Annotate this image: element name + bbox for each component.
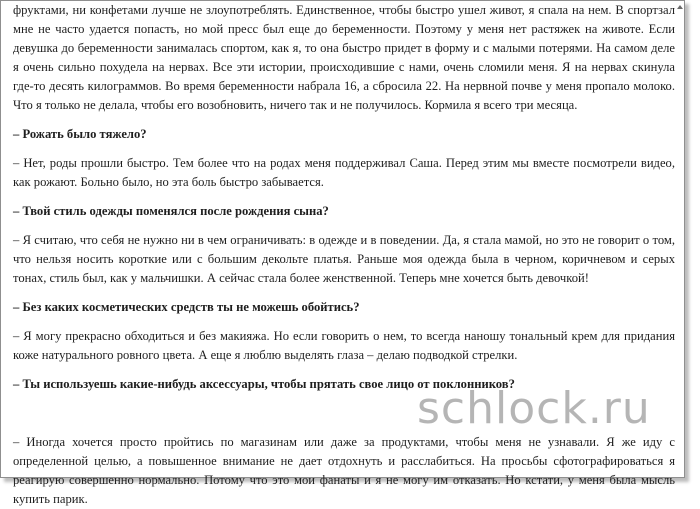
question-3: – Без каких косметических средств ты не можешь обойтись?: [13, 300, 360, 314]
answer-2: – Я считаю, что себя не нужно ни в чем ограничивать: в одежде и в поведении. Да, я стала мамой, но это не говорит о том, что нельзя носить короткие или с большим декольте платья. Раньше моя одежда была в черном, коричневом и серых тонах, стиль был, как у мальчишки. А сейчас стала более женственной. Теперь мне хочется быть девочкой!: [13, 233, 675, 285]
article-body: [13, 1, 675, 509]
watermark: schlock.ru: [417, 383, 651, 434]
question-4: – Ты используешь какие-нибудь аксессуары, чтобы прятать свое лицо от поклонников?: [13, 377, 515, 391]
answer-3: – Я могу прекрасно обходиться и без макияжа. Но если говорить о нем, то всегда наношу тональный крем для придания коже натурального ровного цвета. А еще я люблю выделять глаза – делаю подводкой стрелки.: [13, 329, 675, 362]
answer-1: – Нет, роды прошли быстро. Тем более что на родах меня поддерживал Саша. Перед этим мы вместе посмотрели видео, как рожают. Больно было, но эта боль быстро забывается.: [13, 156, 675, 189]
paragraph-intro: фруктами, ни конфетами лучше не злоупотреблять. Единственное, чтобы быстро ушел живот, я спала на нем. В спортзал мне не часто удается попасть, но мой пресс был еще до беременности. Поэтому у меня нет растяжек на животе. Если девушка до беременности занималась спортом, как я, то она быстро придет в форму и с малыми потерями. На самом деле я очень сильно похудела на нервах. Все эти истории, происходившие с нами, очень сломили меня. Я на нервах скинула где-то десять килограммов. Во время беременности набрала 16, а сбросила 22. На нервной почве у меня пропало молоко. Что я только не делала, чтобы его возобновить, ничего так и не получилось. Кормила я всего три месяца.: [13, 3, 675, 112]
question-1: – Рожать было тяжело?: [13, 127, 147, 141]
scrollbar[interactable]: [678, 1, 684, 477]
question-2: – Твой стиль одежды поменялся после рождения сына?: [13, 204, 329, 218]
scroll-up-arrow-icon[interactable]: [677, 5, 683, 9]
answer-4: – Иногда хочется просто пройтись по магазинам или даже за продуктами, чтобы меня не узнавали. Я же иду с определенной целью, а повышенное внимание не дает отдохнуть и расслабиться. На просьбы сфотографироваться я реагирую совершенно нормально. Потому что это мои фанаты и я не могу им отказать. Но кстати, у меня была мысль купить парик.: [13, 435, 675, 506]
